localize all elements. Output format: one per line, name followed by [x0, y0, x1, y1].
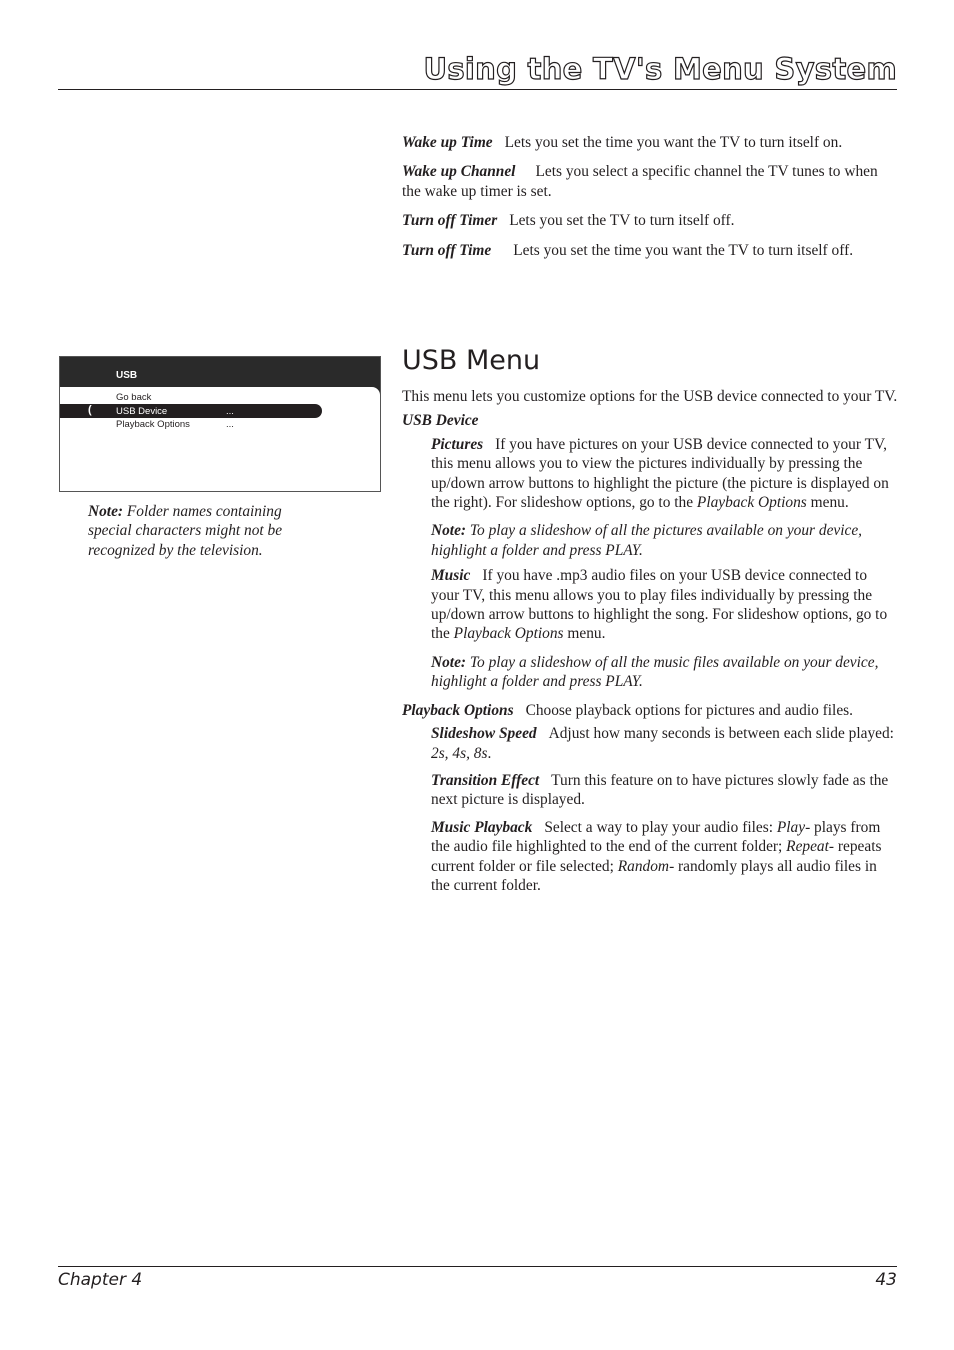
- definition: Lets you set the time you want the TV to turn itself off.: [513, 241, 854, 259]
- definition: Turn this feature on to have pictures slowly fade as the next picture is displayed.: [431, 771, 889, 809]
- definition: Select a way to play your audio files:: [544, 818, 773, 836]
- term: Wake up Time: [402, 134, 493, 151]
- usb-menu-title: USB Menu: [402, 345, 541, 376]
- side-note: [88, 502, 328, 560]
- header-rule: [58, 89, 897, 90]
- note-label: Note:: [431, 522, 467, 540]
- timer-item: [402, 211, 898, 230]
- music-paragraph: [402, 566, 898, 644]
- note-pictures: [402, 521, 898, 560]
- definition: Lets you set the TV to turn itself off.: [509, 212, 735, 230]
- transition-effect-paragraph: [402, 771, 898, 810]
- term: Playback Options: [402, 701, 514, 719]
- definition: Lets you select a specific channel the TV tunes to when the wake up timer is set.: [402, 163, 878, 200]
- osd-body: [60, 387, 380, 491]
- usb-intro: This menu lets you customize options for the USB device connected to your TV.: [402, 388, 898, 405]
- osd-item-value: ...: [226, 419, 234, 430]
- definition: Lets you set the time you want the TV to turn itself on.: [504, 134, 843, 151]
- term: Turn off Time: [402, 241, 492, 259]
- osd-item-usb-device: USB Device: [116, 406, 168, 417]
- option: Random: [617, 857, 670, 875]
- usb-menu-screenshot: [59, 356, 381, 492]
- footer-page-number: 43: [875, 1270, 897, 1290]
- definition: - repeats current folder or file selected;: [431, 838, 882, 875]
- usb-device-heading: USB Device: [402, 412, 479, 430]
- term: Transition Effect: [431, 771, 540, 789]
- timer-item: [402, 133, 898, 152]
- definition: Choose playback options for pictures and audio files.: [525, 701, 853, 719]
- note-label: Note:: [88, 503, 124, 520]
- definition: - plays from the audio file highlighted to the end of the current folder;: [431, 818, 881, 856]
- definition-end: menu.: [810, 494, 849, 512]
- definition: - randomly plays all audio files in the current folder.: [431, 857, 877, 894]
- end: .: [487, 744, 492, 762]
- note-text: To play a slideshow of all the music files available on your device, highlight a folder and press PLAY.: [431, 653, 879, 691]
- definition-end: menu.: [567, 625, 606, 643]
- footer-rule: [58, 1266, 897, 1267]
- note-label: Note:: [431, 653, 467, 671]
- pictures-paragraph: [402, 435, 898, 513]
- option: Repeat: [786, 838, 829, 856]
- timer-item: [402, 162, 898, 201]
- definition: Adjust how many seconds is between each slide played:: [548, 725, 894, 743]
- page-header-title: Using the TV's Menu System: [423, 52, 897, 86]
- note-text: Folder names containing special characters might not be recognized by the television.: [88, 503, 283, 559]
- note-music: [402, 653, 898, 692]
- term: Turn off Timer: [402, 212, 498, 230]
- term: Music: [431, 567, 471, 585]
- timer-section: [402, 133, 898, 260]
- osd-item-go-back: Go back: [116, 392, 152, 403]
- slideshow-speed-paragraph: [402, 724, 898, 763]
- ref: Playback Options: [696, 494, 807, 512]
- definition: If you have .mp3 audio files on your USB device connected to your TV, this menu allows you to play files individually by pressing the up/down arrow buttons to highlight the song. For slideshow options, go to the: [431, 567, 888, 643]
- ref: Playback Options: [453, 625, 564, 643]
- music-playback-paragraph: [402, 818, 898, 896]
- usb-section: [402, 387, 898, 895]
- values: 2s, 4s, 8s: [431, 744, 488, 762]
- playback-options-paragraph: [402, 701, 898, 720]
- option: Play: [776, 818, 806, 836]
- term: Wake up Channel: [402, 163, 516, 181]
- osd-highlight-bar: [60, 404, 322, 418]
- osd-item-value: ...: [226, 406, 234, 417]
- timer-item: [402, 241, 898, 260]
- term: Pictures: [431, 435, 484, 453]
- footer-chapter: Chapter 4: [58, 1270, 143, 1290]
- osd-selection-arrow-icon: (: [88, 404, 92, 416]
- term: Music Playback: [431, 818, 533, 836]
- definition: If you have pictures on your USB device connected to your TV, this menu allows you to view the pictures individually by pressing the up/down arrow buttons to highlight the picture (the picture is displayed on the right). For slideshow options, go to the: [431, 435, 889, 512]
- term: Slideshow Speed: [431, 725, 537, 743]
- note-text: To play a slideshow of all the pictures available on your device, highlight a folder and press PLAY.: [431, 522, 863, 559]
- osd-title: USB: [116, 370, 138, 381]
- osd-item-playback-options: Playback Options: [116, 419, 190, 430]
